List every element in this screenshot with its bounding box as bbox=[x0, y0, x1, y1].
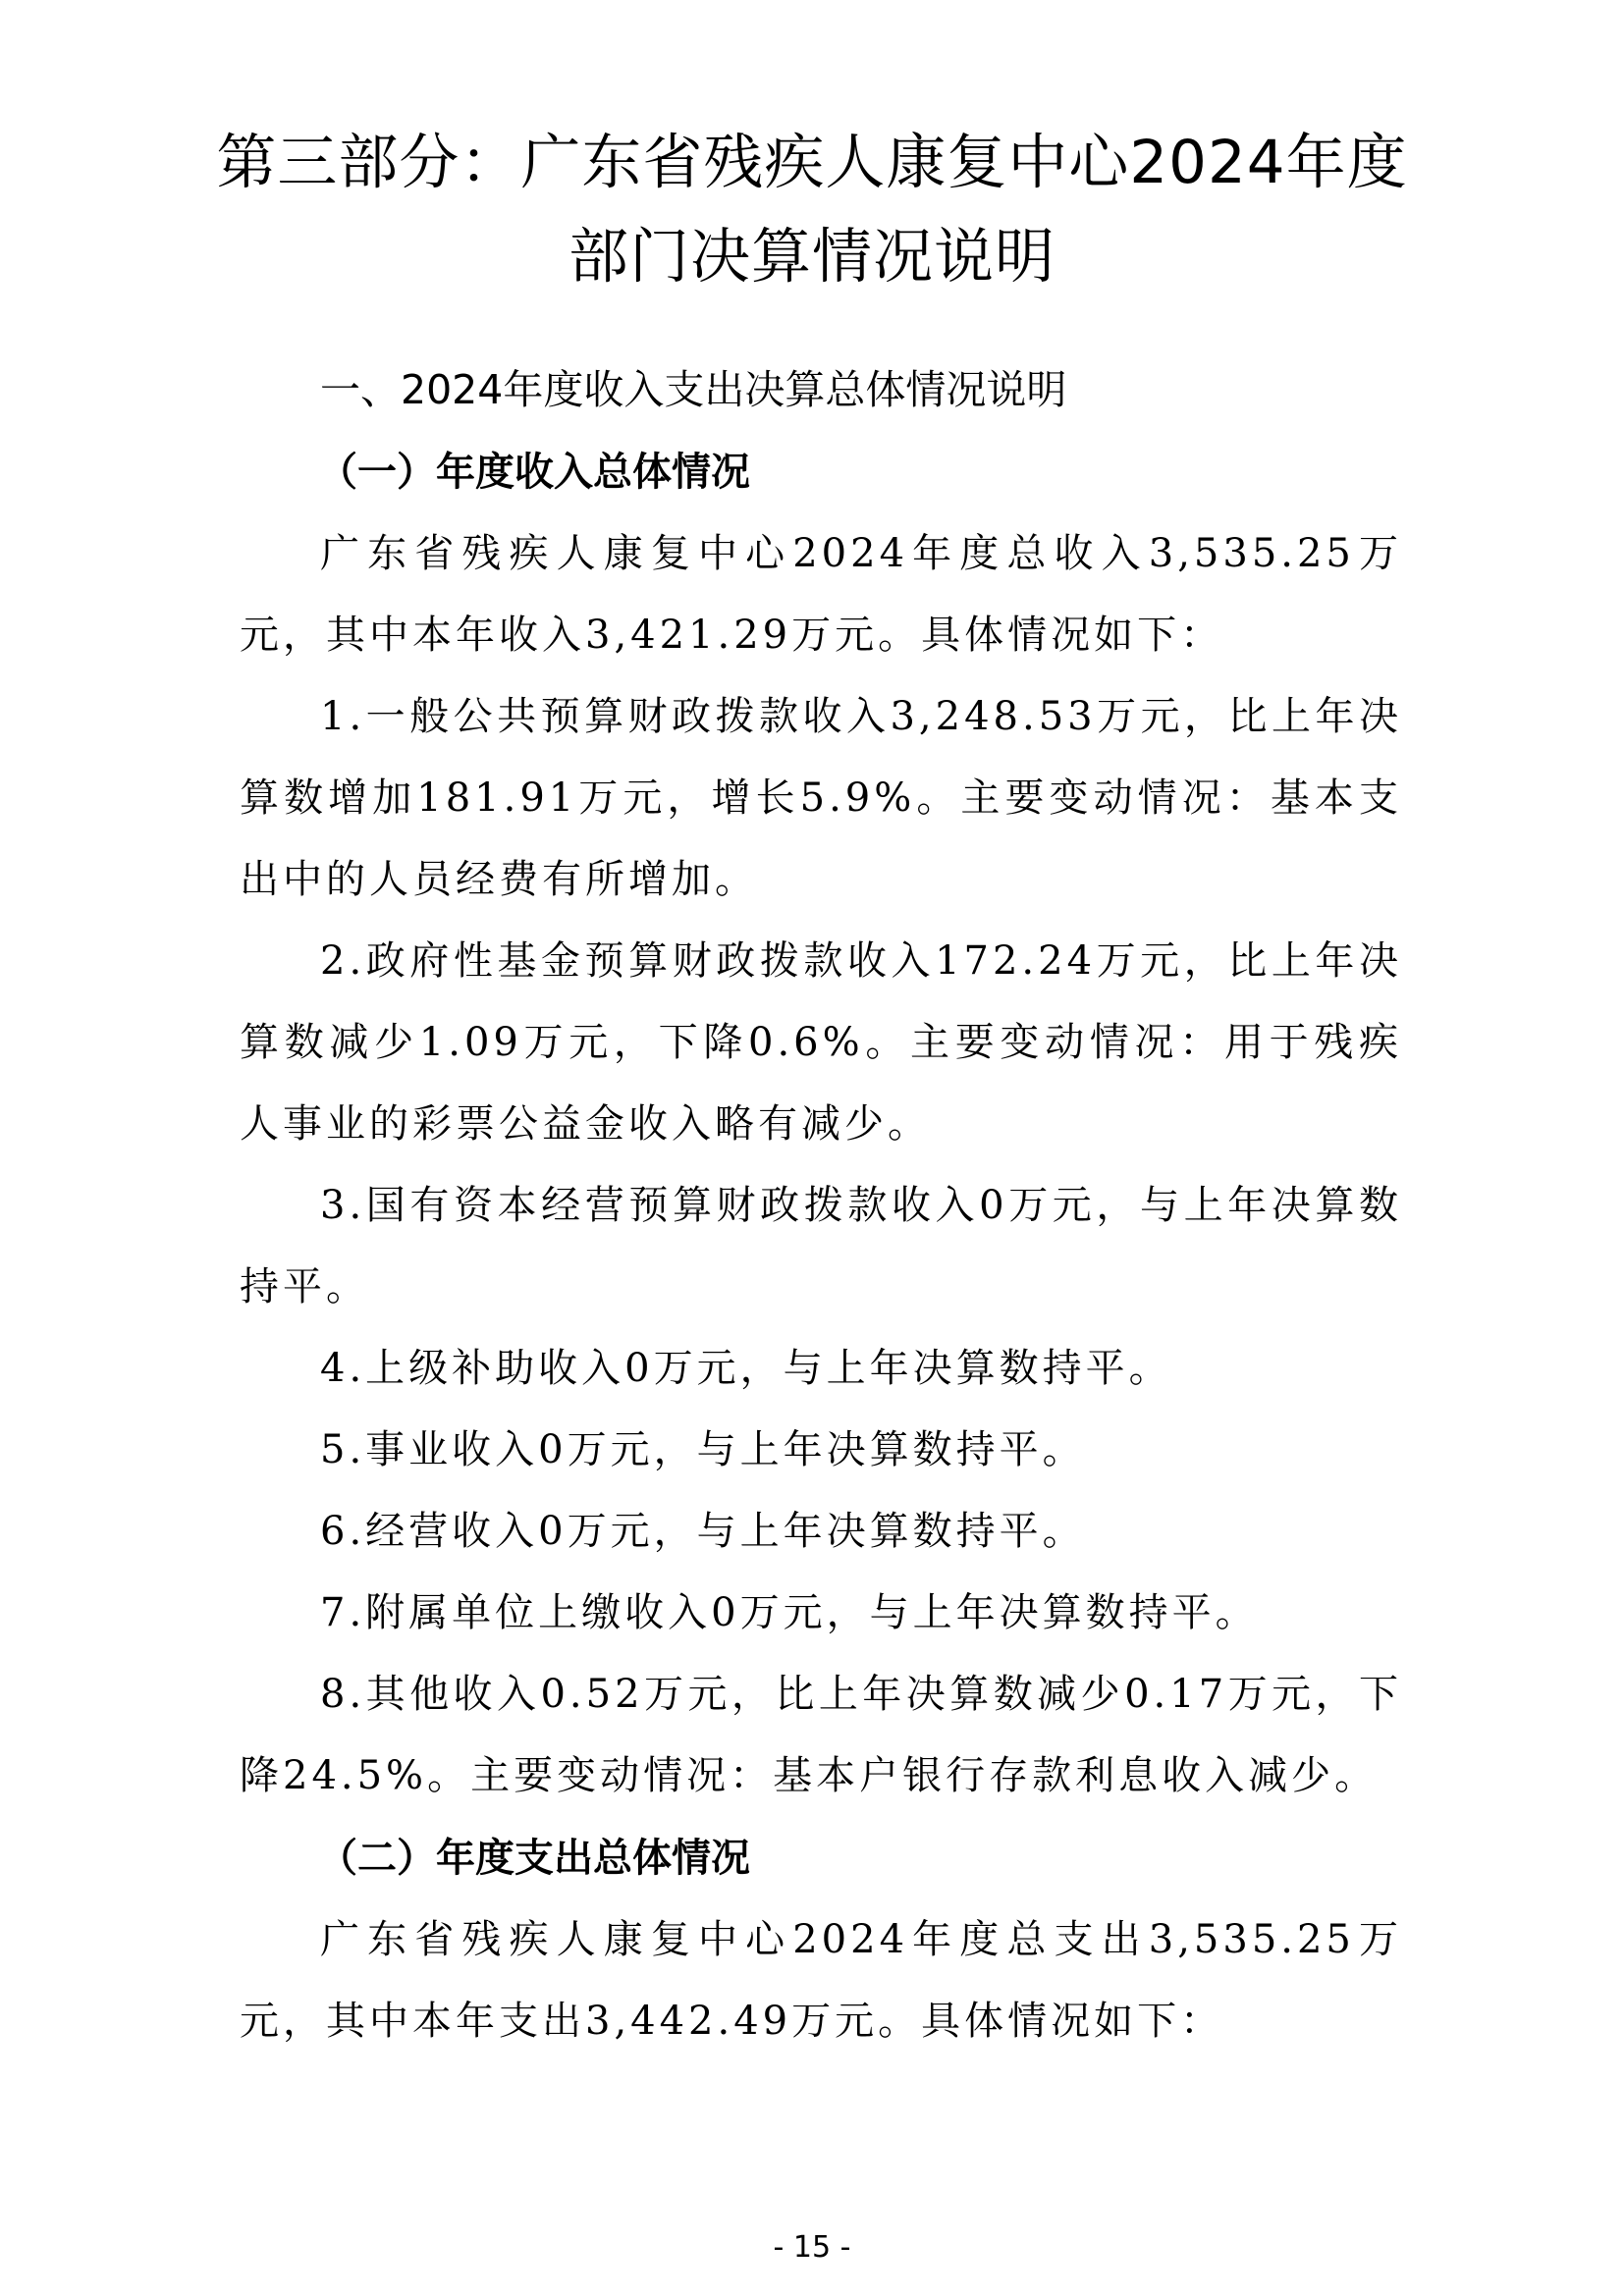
income-item-6: 6.经营收入0万元，与上年决算数持平。 bbox=[320, 1509, 1086, 1554]
income-item-3: 3.国有资本经营预算财政拨款收入0万元，与上年决算数持平。 bbox=[240, 1183, 1402, 1309]
income-item-1: 1.一般公共预算财政拨款收入3,248.53万元，比上年决算数增加181.91万元，增长5.9%。主要变动情况：基本支出中的人员经费有所增加。 bbox=[240, 694, 1402, 902]
section-heading-1: 一、2024年度收入支出决算总体情况说明 bbox=[320, 366, 1067, 413]
document-body bbox=[240, 348, 1402, 2062]
income-intro-paragraph: 广东省残疾人康复中心2024年度总收入3,535.25万元，其中本年收入3,421.29万元。具体情况如下： bbox=[240, 531, 1402, 658]
income-item-4: 4.上级补助收入0万元，与上年决算数持平。 bbox=[320, 1346, 1172, 1391]
subsection-heading-expense: （二）年度支出总体情况 bbox=[318, 1836, 750, 1881]
subsection-heading-income: （一）年度收入总体情况 bbox=[318, 450, 750, 495]
income-item-2: 2.政府性基金预算财政拨款收入172.24万元，比上年决算数减少1.09万元，下降0.6%。主要变动情况：用于残疾人事业的彩票公益金收入略有减少。 bbox=[240, 938, 1402, 1147]
expense-intro-paragraph: 广东省残疾人康复中心2024年度总支出3,535.25万元，其中本年支出3,442.49万元。具体情况如下： bbox=[240, 1917, 1402, 2044]
income-item-7: 7.附属单位上缴收入0万元，与上年决算数持平。 bbox=[320, 1590, 1259, 1635]
page-title-line-1: 第三部分：广东省残疾人康复中心2024年度 bbox=[216, 128, 1408, 197]
page-title-line-2: 部门决算情况说明 bbox=[568, 222, 1056, 292]
income-item-8: 8.其他收入0.52万元，比上年决算数减少0.17万元，下降24.5%。主要变动情况：基本户银行存款利息收入减少。 bbox=[240, 1672, 1402, 1798]
page-title bbox=[147, 116, 1477, 304]
page-number: - 15 - bbox=[773, 2230, 851, 2265]
income-item-5: 5.事业收入0万元，与上年决算数持平。 bbox=[320, 1427, 1086, 1472]
